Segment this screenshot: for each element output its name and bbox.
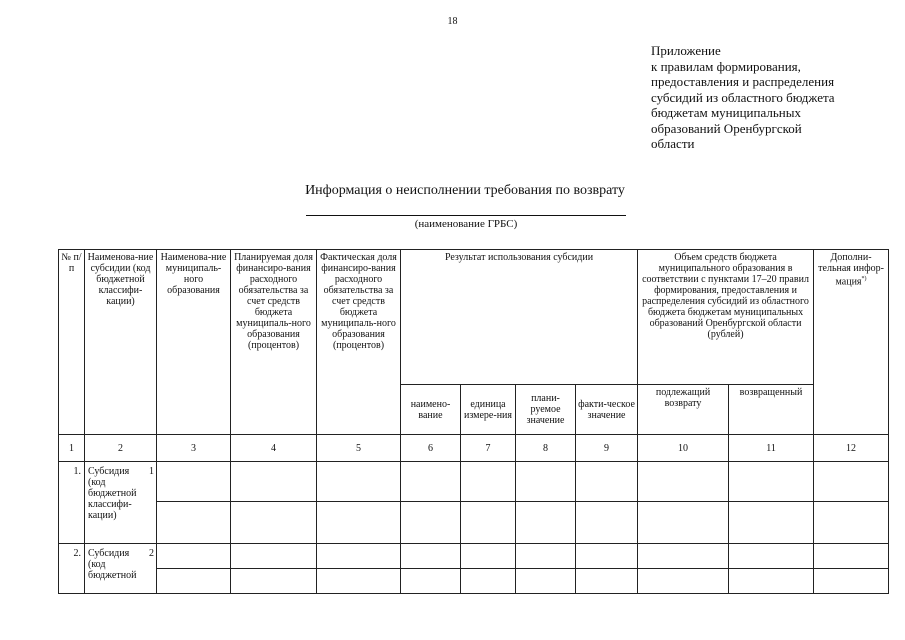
- table-cell: [231, 502, 317, 544]
- table-cell: [401, 502, 461, 544]
- row-subsidy-name: [85, 462, 157, 544]
- header-municipality: Наименова-ние муниципаль-ного образования: [157, 250, 231, 435]
- report-table: [58, 249, 889, 594]
- header-result-planned: плани-руемое значение: [516, 385, 576, 435]
- column-number-row: [59, 435, 889, 462]
- table-cell: [516, 569, 576, 594]
- table-cell: [157, 462, 231, 502]
- table-cell: [576, 502, 638, 544]
- row-number: 2.: [59, 544, 85, 594]
- table-row: [59, 502, 889, 544]
- appendix-line: предоставления и распределения: [651, 74, 835, 89]
- table-cell: [317, 502, 401, 544]
- table-cell: [576, 544, 638, 569]
- subsidy-code-note: (код бюджетной классифи-кации): [88, 477, 137, 521]
- table-cell: [401, 462, 461, 502]
- column-number: 5: [317, 435, 401, 462]
- table-cell: [461, 462, 516, 502]
- table-cell: [814, 462, 889, 502]
- subsidy-code-note: (код бюджетной: [88, 559, 137, 581]
- column-number: 1: [59, 435, 85, 462]
- appendix-note: [651, 43, 901, 152]
- appendix-line: к правилам формирования,: [651, 58, 801, 74]
- table-cell: [231, 544, 317, 569]
- table-cell: [461, 502, 516, 544]
- appendix-line: Приложение: [651, 43, 721, 58]
- footnote-mark: *): [861, 276, 867, 282]
- table-cell: [516, 462, 576, 502]
- table-cell: [576, 569, 638, 594]
- table-cell: [157, 544, 231, 569]
- header-actual-share: Фактическая доля финансиро-вания расходного обязательства за счет средств бюджета муниципаль-ного образования (процентов): [317, 250, 401, 435]
- table-cell: [516, 502, 576, 544]
- subsidy-word: Субсидия: [88, 466, 130, 477]
- column-number: 9: [576, 435, 638, 462]
- appendix-line: бюджетам муниципальных: [651, 105, 801, 120]
- table-cell: [814, 544, 889, 569]
- table-cell: [638, 462, 729, 502]
- header-additional-info: [814, 250, 889, 435]
- table-cell: [231, 569, 317, 594]
- table-cell: [231, 462, 317, 502]
- column-number: 2: [85, 435, 157, 462]
- table-cell: [729, 569, 814, 594]
- row-number: 1.: [59, 462, 85, 544]
- column-number: 8: [516, 435, 576, 462]
- appendix-line: образований Оренбургской: [651, 120, 802, 136]
- page-number: 18: [447, 16, 458, 27]
- table-cell: [157, 502, 231, 544]
- column-number: 12: [814, 435, 889, 462]
- table-cell: [814, 502, 889, 544]
- table-row: [59, 544, 889, 569]
- table-cell: [401, 544, 461, 569]
- appendix-line: субсидий из областного бюджета: [651, 89, 835, 105]
- subsidy-word: Субсидия: [88, 548, 130, 559]
- header-additional-info-text: Дополни-тельная инфор-мация: [818, 252, 884, 288]
- header-returned: возвращенный: [729, 385, 814, 435]
- table-cell: [638, 544, 729, 569]
- table-cell: [638, 569, 729, 594]
- table-cell: [401, 569, 461, 594]
- column-number: 4: [231, 435, 317, 462]
- column-number: 7: [461, 435, 516, 462]
- table-cell: [317, 569, 401, 594]
- column-number: 6: [401, 435, 461, 462]
- table-cell: [461, 544, 516, 569]
- table-cell: [317, 462, 401, 502]
- subsidy-index: 2: [149, 548, 154, 559]
- table-cell: [638, 502, 729, 544]
- header-subsidy-name: Наименова-ние субсидии (код бюджетной классифи-кации): [85, 250, 157, 435]
- table-row: [59, 569, 889, 594]
- table-cell: [729, 502, 814, 544]
- table-cell: [317, 544, 401, 569]
- column-number: 3: [157, 435, 231, 462]
- table-cell: [157, 569, 231, 594]
- grbs-caption: (наименование ГРБС): [414, 218, 518, 230]
- table-row: [59, 462, 889, 502]
- table-cell: [729, 462, 814, 502]
- header-result-actual: факти-ческое значение: [576, 385, 638, 435]
- header-usage-result: Результат использования субсидии: [401, 250, 638, 385]
- header-row-number: № п/п: [59, 250, 85, 435]
- header-planned-share: Планируемая доля финансиро-вания расходного обязательства за счет средств бюджета муниципаль-ного образования (процентов): [231, 250, 317, 435]
- table-cell: [729, 544, 814, 569]
- document-title: Информация о неисполнении требования по возврату: [305, 183, 625, 198]
- subsidy-index: 1: [149, 466, 154, 477]
- header-to-return: подлежащий возврату: [638, 385, 729, 435]
- header-result-unit: единица измере-ния: [461, 385, 516, 435]
- header-result-name: наимено-вание: [401, 385, 461, 435]
- table-cell: [461, 569, 516, 594]
- row-subsidy-name: [85, 544, 157, 594]
- column-number: 11: [729, 435, 814, 462]
- column-number: 10: [638, 435, 729, 462]
- appendix-line: области: [651, 136, 695, 151]
- table-cell: [516, 544, 576, 569]
- table-cell: [814, 569, 889, 594]
- header-budget-volume: Объем средств бюджета муниципального образования в соответствии с пунктами 17–20 правил формирования, предоставления и распределения субсидий из областного бюджета бюджетам муниципальных образований Оренбургской области (рублей): [638, 250, 814, 385]
- table-cell: [576, 462, 638, 502]
- grbs-underline: [306, 215, 626, 216]
